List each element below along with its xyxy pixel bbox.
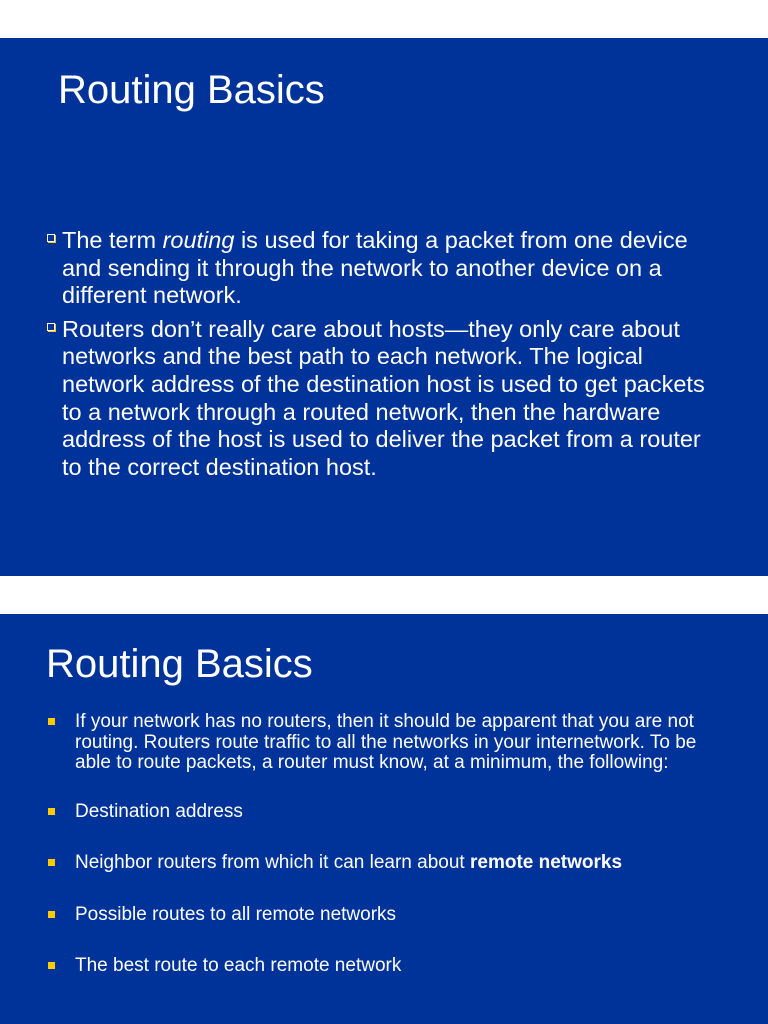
bold-term: remote networks xyxy=(469,852,623,873)
list-item xyxy=(46,956,726,977)
list-item xyxy=(46,316,726,482)
bullet-text: Destination address xyxy=(75,800,243,822)
bullet-text: The best route to each remote network xyxy=(75,955,402,976)
italic-term: routing xyxy=(162,227,235,253)
bullet-text: is used for taking a packet from one device and sending it through the network to another device on a different network. xyxy=(62,227,688,309)
square-bullet-icon xyxy=(48,962,55,969)
bullet-text: Neighbor routers from which it can learn about xyxy=(75,852,470,873)
square-bullet-icon xyxy=(48,808,55,815)
bullet-text: Possible routes to all remote networks xyxy=(75,903,397,925)
slide-1-title: Routing Basics xyxy=(58,68,325,112)
slide-2-bullet-list xyxy=(46,712,726,1008)
list-item xyxy=(46,853,726,874)
square-bullet-icon xyxy=(48,718,55,725)
slide-1-bullet-list xyxy=(46,227,726,487)
hollow-square-bullet-icon xyxy=(47,234,55,242)
list-item xyxy=(46,802,726,823)
square-bullet-icon xyxy=(48,911,55,918)
list-item xyxy=(46,712,726,774)
bullet-text: If your network has no routers, then it should be apparent that you are not routing. Routers route traffic to all the networks in your internetwork. To be able to route packets, a router must know, at a minimum, the following: xyxy=(75,711,697,773)
slide-2-title: Routing Basics xyxy=(46,642,313,686)
bullet-text: Routers don’t really care about hosts—they only care about networks and the best path to each network. The logical network address of the destination host is used to get packets to a network through a routed network, then the hardware address of the host is used to deliver the packet from a router to the correct destination host. xyxy=(62,315,705,480)
list-item xyxy=(46,905,726,926)
slide-1 xyxy=(0,38,768,576)
bullet-text: The term xyxy=(62,227,163,253)
square-bullet-icon xyxy=(48,859,55,866)
slide-2 xyxy=(0,614,768,1024)
hollow-square-bullet-icon xyxy=(47,323,55,331)
list-item xyxy=(46,227,726,310)
